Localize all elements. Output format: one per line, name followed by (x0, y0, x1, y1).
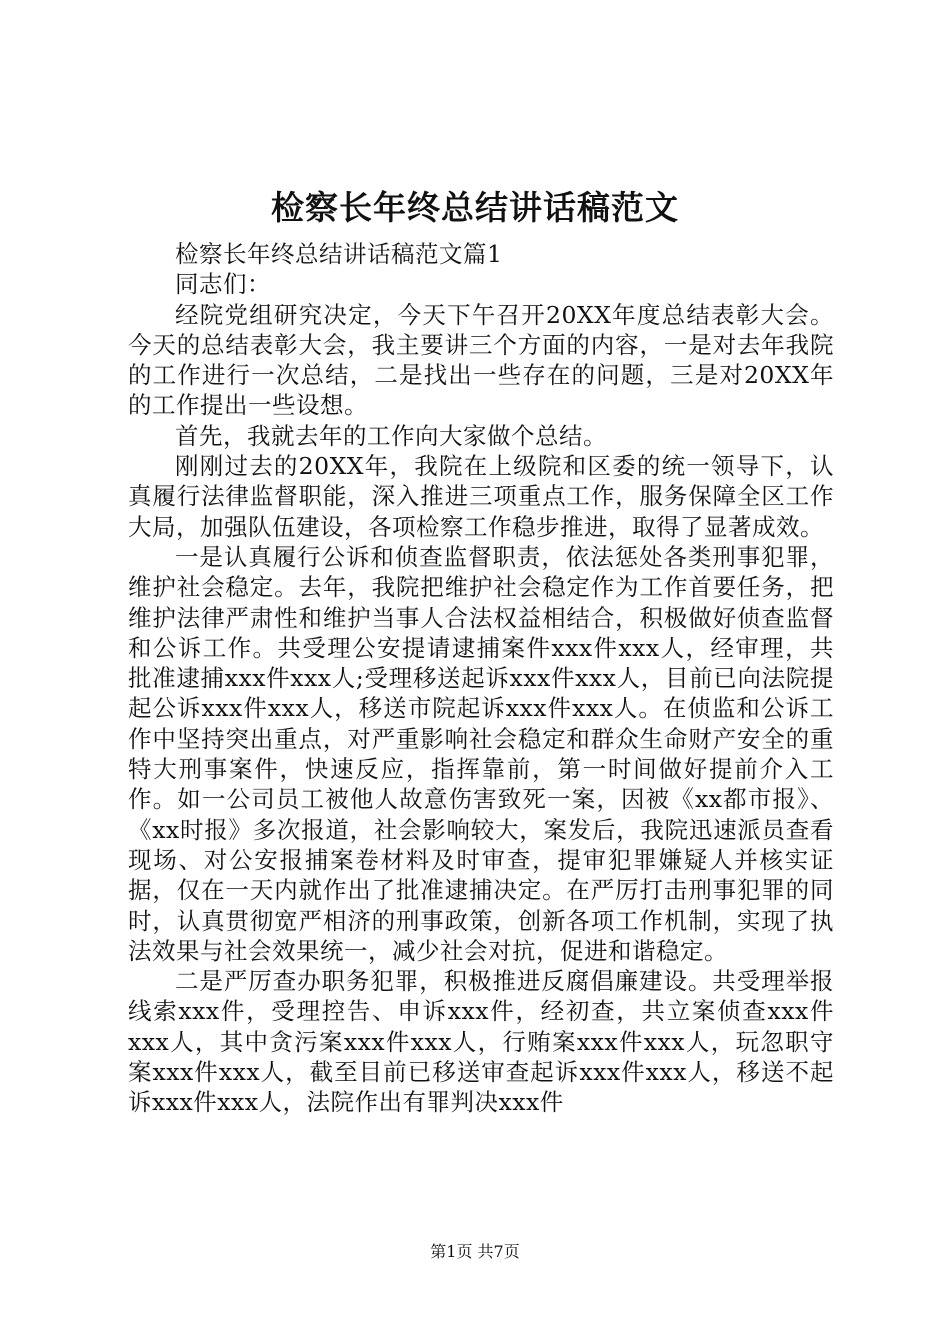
paragraph-point-one: 一是认真履行公诉和侦查监督职责，依法惩处各类刑事犯罪，维护社会稳定。去年，我院把维护社会稳定作为工作首要任务，把维护法律严肃性和维护当事人合法权益相结合，积极做好侦查监督和公诉工作。共受理公安提请逮捕案件xxx件xxx人，经审理，共批准逮捕xxx件xxx人;受理移送起诉xxx件xxx人，目前已向法院提起公诉xxx件xxx人，移送市院起诉xxx件xxx人。在侦监和公诉工作中坚持突出重点，对严重影响社会稳定和群众生命财产安全的重特大刑事案件，快速反应，指挥靠前，第一时间做好提前介入工作。如一公司员工被他人故意伤害致死一案，因被《xx都市报》、《xx时报》多次报道，社会影响较大，案发后，我院迅速派员查看现场、对公安报捕案卷材料及时审查，提审犯罪嫌疑人并核实证据，仅在一天内就作出了批准逮捕决定。在严厉打击刑事犯罪的同时，认真贯彻宽严相济的刑事政策，创新各项工作机制，实现了执法效果与社会效果统一，减少社会对抗，促进和谐稳定。 (128, 542, 834, 965)
paragraph-intro: 经院党组研究决定，今天下午召开20XX年度总结表彰大会。今天的总结表彰大会，我主要讲三个方面的内容，一是对去年我院的工作进行一次总结，二是找出一些存在的问题，三是对20XX年的工作提出一些设想。 (128, 300, 834, 420)
paragraph-point-two: 二是严厉查办职务犯罪，积极推进反腐倡廉建设。共受理举报线索xxx件，受理控告、申诉xxx件，经初查，共立案侦查xxx件xxx人，其中贪污案xxx件xxx人，行贿案xxx件xxx人，玩忽职守案xxx件xxx人，截至目前已移送审查起诉xxx件xxx人，移送不起诉xxx件xxx人，法院作出有罪判决xxx件 (128, 967, 834, 1117)
document-title: 检察长年终总结讲话稿范文 (271, 188, 679, 227)
page-footer: 第1页 共7页 (430, 1242, 520, 1261)
paragraph-section-heading: 检察长年终总结讲话稿范文篇1 (175, 240, 503, 268)
document-body (128, 239, 834, 1118)
paragraph-overview: 刚刚过去的20XX年，我院在上级院和区委的统一领导下，认真履行法律监督职能，深入推进三项重点工作，服务保障全区工作大局，加强队伍建设，各项检察工作稳步推进，取得了显著成效。 (128, 452, 834, 541)
paragraph-salutation: 同志们： (175, 270, 271, 299)
paragraph-summary-lead: 首先，我就去年的工作向大家做个总结。 (175, 421, 607, 450)
